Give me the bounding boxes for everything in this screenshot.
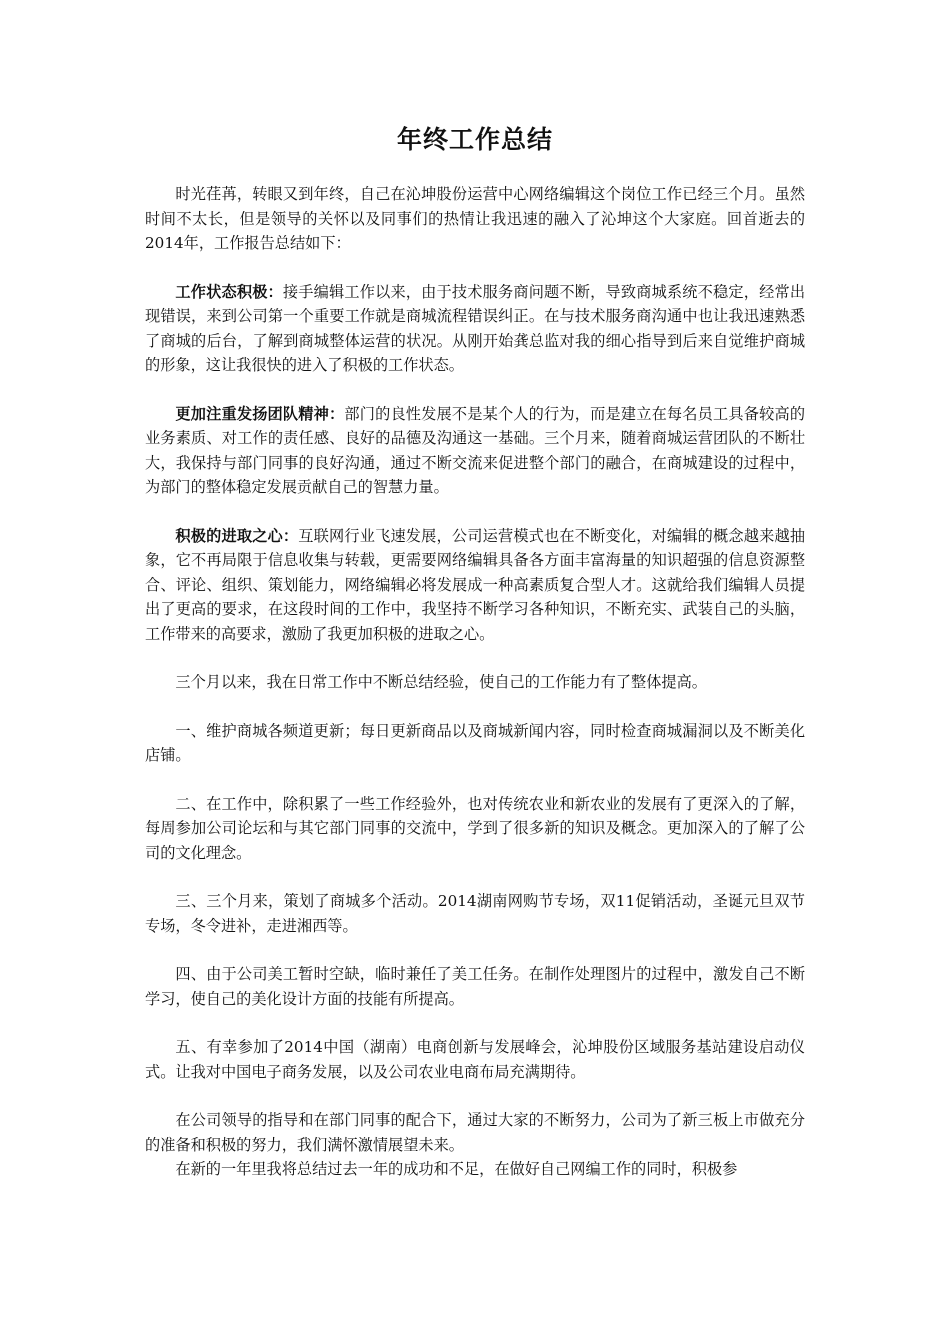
paragraph-text: 接手编辑工作以来，由于技术服务商问题不断，导致商城系统不稳定，经常出现错误，来到公司第一个重要工作就是商城流程错误纠正。在与技术服务商沟通中也让我迅速熟悉了商城的后台，了解到商城整体运营的状况。从刚开始龚总监对我的细心指导到后来自觉维护商城的形象，这让我很快的进入了积极的工作状态。	[145, 282, 806, 374]
paragraph-text: 二、在工作中，除积累了一些工作经验外，也对传统农业和新农业的发展有了更深入的了解，每周参加公司论坛和与其它部门同事的交流中，学到了很多新的知识及概念。更加深入的了解了公司的文化理念。	[145, 794, 805, 862]
paragraph-enterprising	[145, 524, 805, 647]
paragraph-text: 五、有幸参加了2014中国（湖南）电商创新与发展峰会，沁坤股份区域服务基站建设启动仪式。让我对中国电子商务发展，以及公司农业电商布局充满期待。	[145, 1038, 805, 1081]
paragraph-text: 时光荏苒，转眼又到年终，自己在沁坤股份运营中心网络编辑这个岗位工作已经三个月。虽然时间不太长，但是领导的关怀以及同事们的热情让我迅速的融入了沁坤这个大家庭。回首逝去的2014年，工作报告总结如下：	[145, 185, 805, 252]
paragraph-item-5	[145, 1035, 805, 1084]
paragraph-text: 一、维护商城各频道更新；每日更新商品以及商城新闻内容，同时检查商城漏洞以及不断美化店铺。	[145, 721, 805, 764]
paragraph-outlook	[145, 1108, 805, 1157]
paragraph-text: 三、三个月来，策划了商城多个活动。2014湖南网购节专场，双11促销活动，圣诞元旦双节专场，冬令进补，走进湘西等。	[145, 892, 805, 935]
paragraph-item-3	[145, 889, 805, 938]
paragraph-next-year	[145, 1157, 805, 1182]
paragraph-item-2	[145, 792, 805, 866]
paragraph-text: 部门的良性发展不是某个人的行为，而是建立在每名员工具备较高的业务素质、对工作的责任感、良好的品德及沟通这一基础。三个月来，随着商城运营团队的不断壮大，我保持与部门同事的良好沟通，通过不断交流来促进整个部门的融合，在商城建设的过程中，为部门的整体稳定发展贡献自己的智慧力量。	[145, 404, 806, 496]
paragraph-lead: 工作状态积极：	[175, 282, 283, 301]
paragraph-intro	[145, 182, 805, 256]
paragraph-item-1	[145, 719, 805, 768]
paragraph-summary	[145, 670, 805, 695]
document-page	[145, 118, 805, 1182]
paragraph-work-attitude	[145, 280, 805, 378]
paragraph-text: 在新的一年里我将总结过去一年的成功和不足，在做好自己网编工作的同时，积极参	[175, 1160, 738, 1178]
document-title: 年终工作总结	[396, 125, 553, 154]
paragraph-item-4	[145, 962, 805, 1011]
paragraph-text: 三个月以来，我在日常工作中不断总结经验，使自己的工作能力有了整体提高。	[175, 673, 707, 691]
paragraph-lead: 更加注重发扬团队精神：	[175, 404, 345, 423]
paragraph-text: 四、由于公司美工暂时空缺，临时兼任了美工任务。在制作处理图片的过程中，激发自己不断学习，使自己的美化设计方面的技能有所提高。	[145, 965, 805, 1008]
paragraph-text: 互联网行业飞速发展，公司运营模式也在不断变化，对编辑的概念越来越抽象，它不再局限于信息收集与转载，更需要网络编辑具备各方面丰富海量的知识超强的信息资源整合、评论、组织、策划能力，网络编辑必将发展成一种高素质复合型人才。这就给我们编辑人员提出了更高的要求，在这段时间的工作中，我坚持不断学习各种知识，不断充实、武装自己的头脑，工作带来的高要求，激励了我更加积极的进取之心。	[145, 526, 806, 643]
paragraph-team-spirit	[145, 402, 805, 500]
paragraph-text: 在公司领导的指导和在部门同事的配合下，通过大家的不断努力，公司为了新三板上市做充分的准备和积极的努力，我们满怀激情展望未来。	[145, 1111, 805, 1154]
paragraph-lead: 积极的进取之心：	[175, 526, 299, 545]
